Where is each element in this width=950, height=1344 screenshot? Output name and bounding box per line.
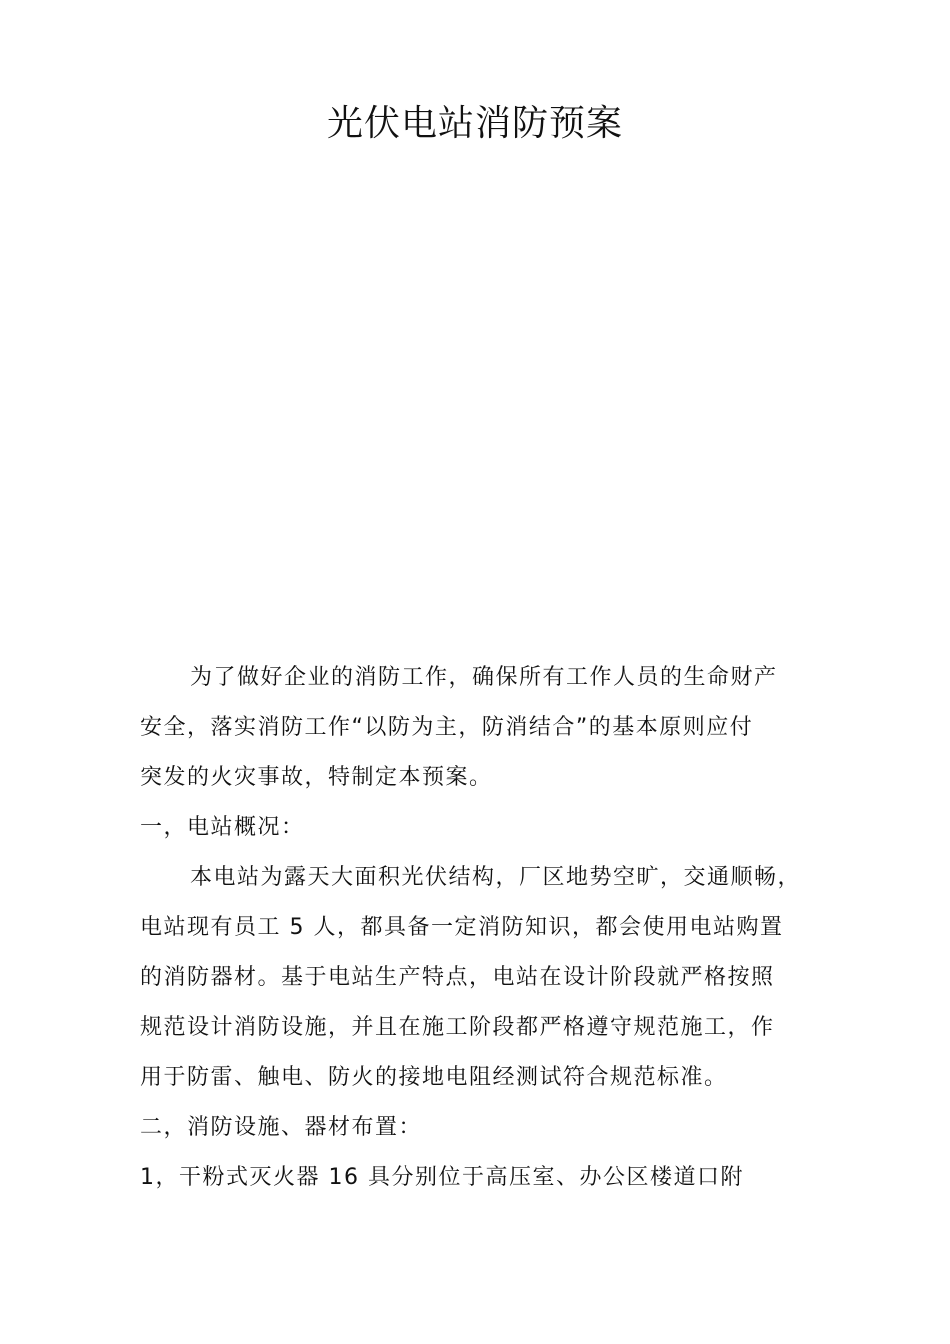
paragraph-line: 突发的火灾事故，特制定本预案。 — [140, 765, 493, 790]
section-heading: 一，电站概况： — [140, 815, 305, 840]
list-item: 1，干粉式灭火器 16 具分别位于高压室、办公区楼道口附 — [140, 1165, 744, 1190]
paragraph-line: 规范设计消防设施，并且在施工阶段都严格遵守规范施工，作 — [140, 1015, 775, 1040]
paragraph-line: 本电站为露天大面积光伏结构，厂区地势空旷，交通顺畅， — [190, 865, 802, 890]
section-heading: 二，消防设施、器材布置： — [140, 1115, 423, 1140]
document-body — [140, 653, 820, 1203]
paragraph-line: 用于防雷、触电、防火的接地电阻经测试符合规范标准。 — [140, 1065, 728, 1090]
paragraph-line: 安全，落实消防工作“以防为主，防消结合”的基本原则应付 — [140, 715, 754, 740]
paragraph-line: 电站现有员工 5 人，都具备一定消防知识，都会使用电站购置 — [140, 915, 784, 940]
document-title: 光伏电站消防预案 — [326, 103, 623, 144]
paragraph-line: 的消防器材。基于电站生产特点，电站在设计阶段就严格按照 — [140, 965, 775, 990]
paragraph-line: 为了做好企业的消防工作，确保所有工作人员的生命财产 — [190, 665, 778, 690]
